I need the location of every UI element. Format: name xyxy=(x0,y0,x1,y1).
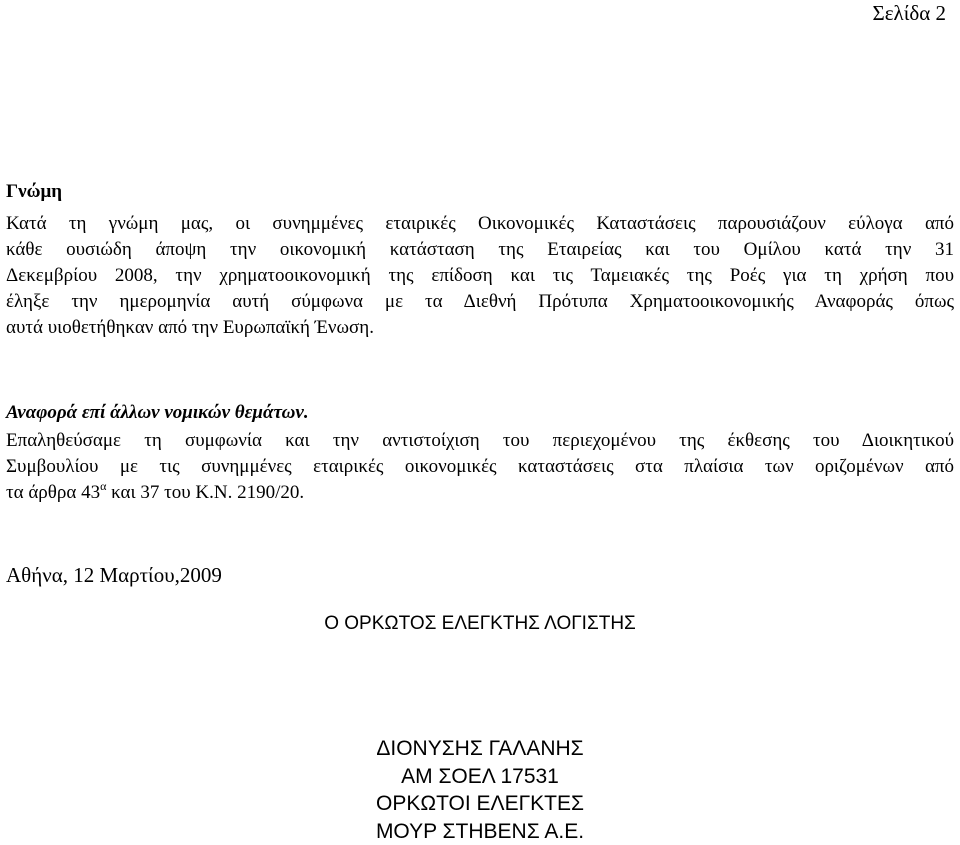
opinion-line: έληξε την ημερομηνία αυτή σύμφωνα με τα Διεθνή Πρότυπα Χρηματοοικονομικής Αναφοράς όπως xyxy=(6,289,954,315)
auditor-name: ΔΙΟΝΥΣΗΣ ΓΑΛΑΝΗΣ xyxy=(0,735,960,763)
other-legal-line: Συμβουλίου με τις συνημμένες εταιρικές οικονομικές καταστάσεις στα πλαίσια των οριζομένων από xyxy=(6,454,954,480)
opinion-paragraph xyxy=(6,211,954,341)
firm-name-line1: ΟΡΚΩΤΟΙ ΕΛΕΓΚΤΕΣ xyxy=(0,790,960,818)
opinion-heading: Γνώμη xyxy=(6,181,62,203)
article-superscript: α xyxy=(100,479,106,493)
other-legal-line-last xyxy=(6,480,954,506)
opinion-line: αυτά υιοθετήθηκαν από την Ευρωπαϊκή Ένωση. xyxy=(6,315,954,341)
opinion-line: κάθε ουσιώδη άποψη την οικονομική κατάσταση της Εταιρείας και του Ομίλου κατά την 31 xyxy=(6,237,954,263)
firm-name-line2: ΜΟΥΡ ΣΤΗΒΕΝΣ Α.Ε. xyxy=(0,818,960,845)
auditor-title-text: Ο ΟΡΚΩΤΟΣ ΕΛΕΓΚΤΗΣ ΛΟΓΙΣΤΗΣ xyxy=(324,613,636,634)
place-date: Αθήνα, 12 Μαρτίου,2009 xyxy=(6,562,222,588)
page-number: Σελίδα 2 xyxy=(872,1,946,25)
signature-block xyxy=(0,735,960,845)
opinion-line: Δεκεμβρίου 2008, την χρηματοοικονομική της επίδοση και τις Ταμειακές της Ροές για τη χρήση που xyxy=(6,263,954,289)
articles-prefix: τα άρθρα 43 xyxy=(6,482,100,503)
articles-suffix: και 37 του Κ.Ν. 2190/20. xyxy=(106,482,304,503)
other-legal-heading: Αναφορά επί άλλων νομικών θεμάτων. xyxy=(6,402,309,424)
other-legal-line: Επαληθεύσαμε τη συμφωνία και την αντιστοίχιση του περιεχομένου της έκθεσης του Διοικητικού xyxy=(6,428,954,454)
opinion-line: Κατά τη γνώμη μας, οι συνημμένες εταιρικές Οικονομικές Καταστάσεις παρουσιάζουν εύλογα από xyxy=(6,211,954,237)
other-legal-paragraph xyxy=(6,428,954,506)
auditor-registration: ΑΜ ΣΟΕΛ 17531 xyxy=(0,763,960,791)
auditor-title xyxy=(0,612,960,636)
